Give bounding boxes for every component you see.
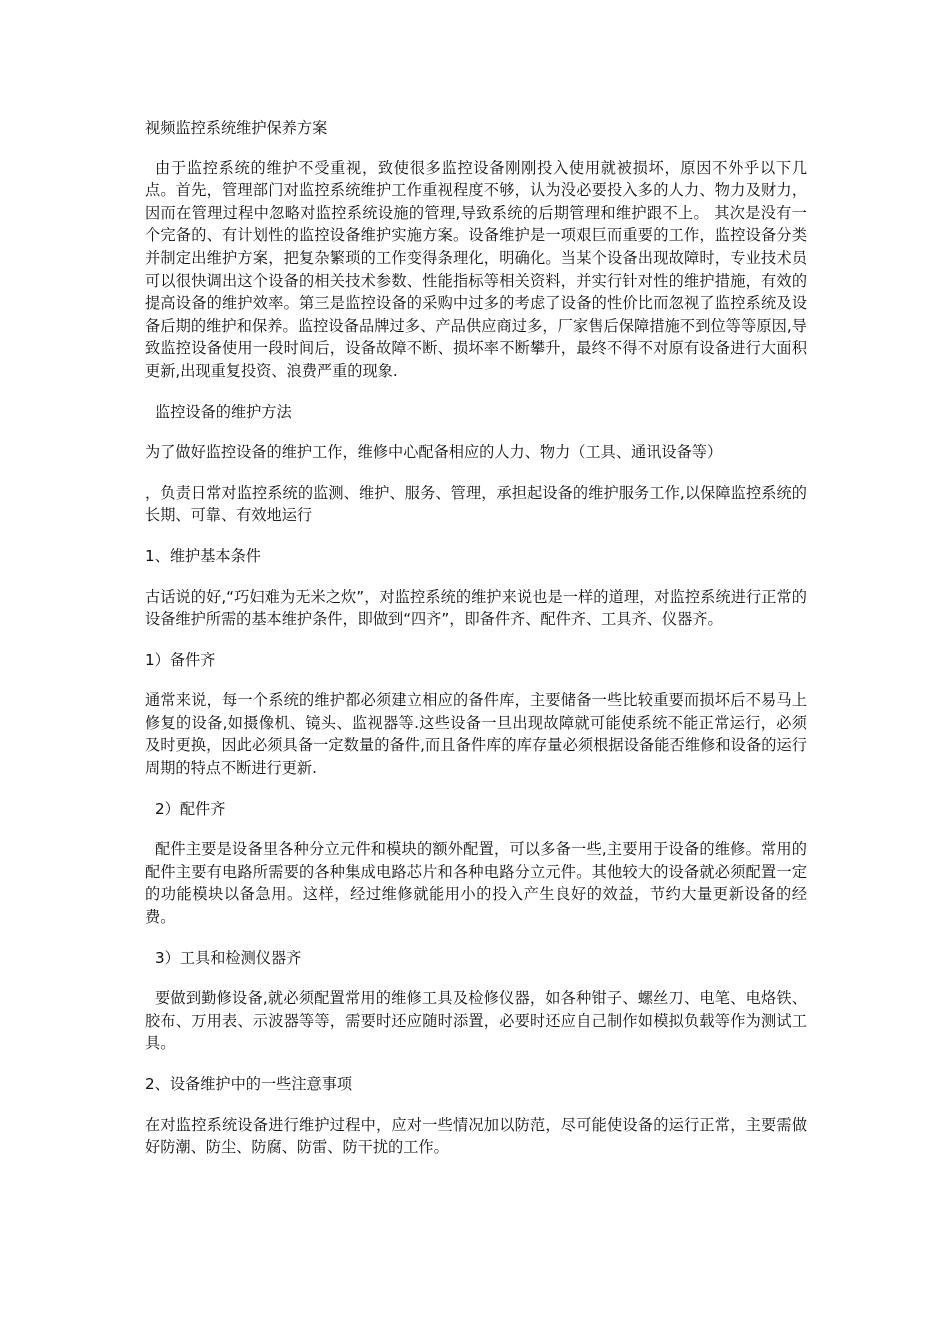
section-2-paragraph: 在对监控系统设备进行维护过程中，应对一些情况加以防范，尽可能使设备的运行正常，主要需做好防潮、防尘、防腐、防雷、防干扰的工作。: [145, 1115, 807, 1157]
methods-paragraph-2: ，负责日常对监控系统的监测、维护、服务、管理，承担起设备的维护服务工作,以保障监控系统的长期、可靠、有效地运行: [145, 483, 807, 525]
subheading-tools: 3）工具和检测仪器齐: [155, 948, 302, 967]
methods-paragraph-1: 为了做好监控设备的维护工作，维修中心配备相应的人力、物力（工具、通讯设备等）: [145, 443, 723, 462]
section-heading-2: 2、设备维护中的一些注意事项: [145, 1075, 353, 1093]
subheading-accessories: 2）配件齐: [155, 799, 226, 818]
tools-paragraph: 要做到勤修设备,就必须配置常用的维修工具及检修仪器，如各种钳子、螺丝刀、电笔、电烙铁、胶布、万用表、示波器等等，需要时还应随时添置，必要时还应自己制作如模拟负载等作为测试工具。: [145, 989, 807, 1053]
subheading-spare-parts: 1）备件齐: [145, 650, 216, 669]
document-page: [145, 117, 807, 1177]
section-heading-1: 1、维护基本条件: [145, 546, 261, 565]
spare-parts-paragraph: 通常来说，每一个系统的维护都必须建立相应的备件库，主要储备一些比较重要而损坏后不易马上修复的设备,如摄像机、镜头、监视器等.这些设备一旦出现故障就可能使系统不能正常运行，必须及时更换，因此必须具备一定数量的备件,而且备件库的库存量必须根据设备能否维修和设备的运行周期的特点不断进行更新.: [145, 691, 807, 778]
section-heading-methods: 监控设备的维护方法: [155, 402, 292, 421]
section-1-paragraph: 古话说的好,“巧妇难为无米之炊”，对监控系统的维护来说也是一样的道理，对监控系统进行正常的设备维护所需的基本维护条件，即做到“四齐”，即备件齐、配件齐、工具齐、仪器齐。: [145, 587, 807, 629]
intro-paragraph: 由于监控系统的维护不受重视，致使很多监控设备刚刚投入使用就被损坏，原因不外乎以下几点。首先，管理部门对监控系统维护工作重视程度不够，认为没必要投入多的人力、物力及财力，因而在管理过程中忽略对监控系统设施的管理,导致系统的后期管理和维护跟不上。 其次是没有一个完备的、有计划性的监控设备维护实施方案。设备维护是一项艰巨而重要的工作，监控设备分类并制定出维护方案，把复杂繁琐的工作变得条理化，明确化。当某个设备出现故障时，专业技术员可以很快调出这个设备的相关技术参数、性能指标等相关资料，并实行针对性的维护措施，有效的提高设备的维护效率。第三是监控设备的采购中过多的考虑了设备的性价比而忽视了监控系统及设备后期的维护和保养。监控设备品牌过多、产品供应商过多，厂家售后保障措施不到位等等原因,导致监控设备使用一段时间后，设备故障不断、损坏率不断攀升，最终不得不对原有设备进行大面积更新,出现重复投资、浪费严重的现象.: [145, 158, 807, 380]
accessories-paragraph: 配件主要是设备里各种分立元件和模块的额外配置，可以多备一些,主要用于设备的维修。常用的配件主要有电路所需要的各种集成电路芯片和各种电路分立元件。其他较大的设备就必须配置一定的功能模块以备急用。这样，经过维修就能用小的投入产生良好的效益，节约大量更新设备的经费。: [145, 840, 807, 927]
document-title: 视频监控系统维护保养方案: [145, 119, 328, 137]
